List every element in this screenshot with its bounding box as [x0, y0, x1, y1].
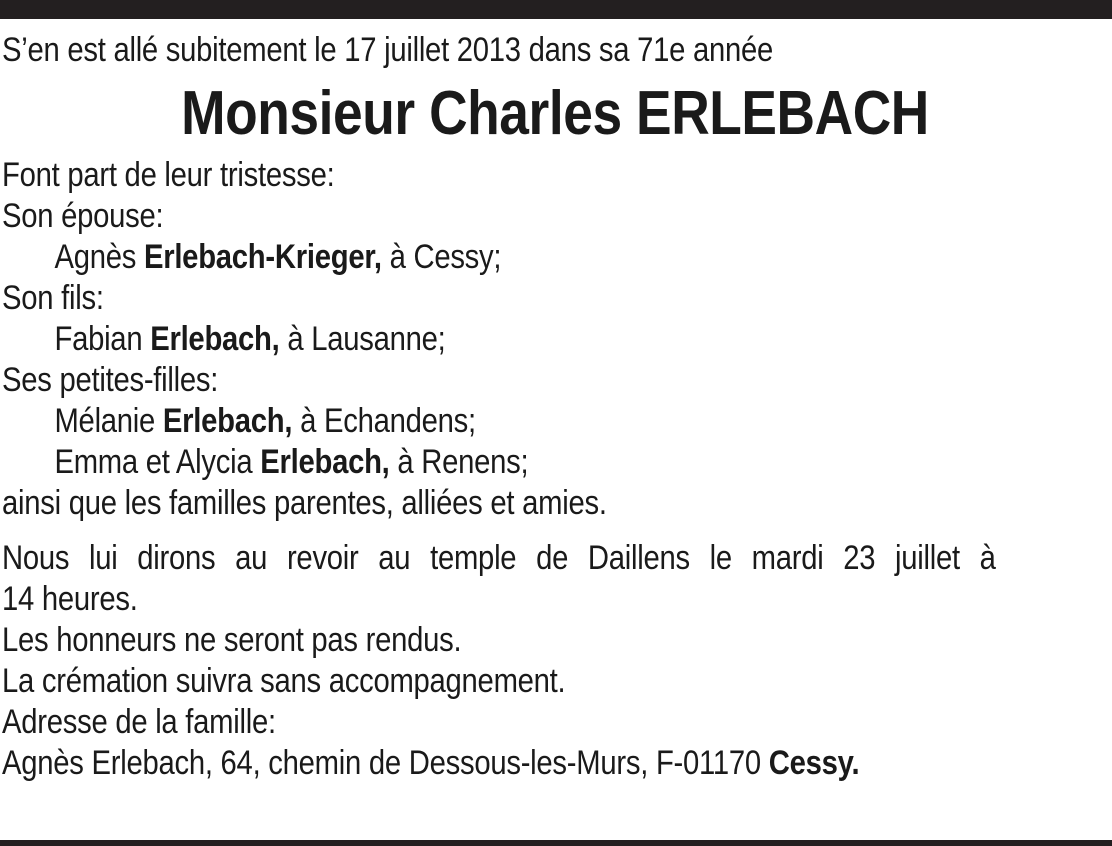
member-given-name: Emma et Alycia: [54, 443, 253, 481]
service-word: Daillens: [587, 539, 690, 577]
deceased-name: Monsieur Charles ERLEBACH: [181, 79, 929, 148]
member-given-name: Mélanie: [54, 402, 156, 440]
member-given-name: Agnès: [54, 238, 137, 276]
service-word: à: [979, 539, 996, 577]
member-place: à Echandens;: [300, 402, 476, 440]
address-city: Cessy.: [768, 744, 860, 782]
service-word: lui: [89, 539, 118, 577]
service-word: juillet: [895, 539, 960, 577]
member-surname: Erlebach,: [162, 402, 293, 440]
service-word: 23: [843, 539, 876, 577]
service-word: de: [536, 539, 569, 577]
member-surname: Erlebach,: [260, 443, 390, 481]
service-time-line: 14 heures.: [2, 580, 138, 618]
bottom-rule: [0, 840, 1112, 846]
group-label-spouse: Son épouse:: [2, 197, 164, 235]
cremation-line: La crémation suivra sans accompagnement.: [2, 662, 566, 700]
announce-line: Font part de leur tristesse:: [2, 156, 335, 194]
closing-family-line: ainsi que les familles parentes, alliées et amies.: [2, 484, 607, 522]
service-line: [2, 538, 996, 579]
intro-line: S’en est allé subitement le 17 juillet 2013 dans sa 71e année: [2, 31, 774, 69]
honours-line: Les honneurs ne seront pas rendus.: [2, 621, 462, 659]
member-place: à Lausanne;: [287, 320, 446, 358]
family-address: [2, 743, 953, 784]
address-label: Adresse de la famille:: [2, 703, 276, 741]
member-surname: Erlebach-Krieger,: [143, 238, 382, 276]
family-member: [2, 237, 953, 278]
member-surname: Erlebach,: [150, 320, 280, 358]
service-word: Nous: [2, 539, 70, 577]
paragraph-gap: [2, 524, 1108, 538]
family-member: [2, 319, 953, 360]
service-word: au: [378, 539, 411, 577]
member-given-name: Fabian: [54, 320, 143, 358]
group-label-granddaughters: Ses petites-filles:: [2, 361, 219, 399]
service-word: temple: [430, 539, 517, 577]
obituary-notice: [2, 30, 1108, 784]
service-word: dirons: [137, 539, 216, 577]
service-word: au: [235, 539, 268, 577]
service-word: revoir: [286, 539, 359, 577]
member-place: à Cessy;: [389, 238, 502, 276]
service-word: le: [709, 539, 732, 577]
family-member: [2, 401, 953, 442]
member-place: à Renens;: [397, 443, 529, 481]
top-rule: [0, 0, 1112, 19]
address-text: Agnès Erlebach, 64, chemin de Dessous-les-Murs, F-01170: [2, 744, 761, 782]
service-word: mardi: [751, 539, 824, 577]
family-member: [2, 442, 953, 483]
group-label-son: Son fils:: [2, 279, 104, 317]
